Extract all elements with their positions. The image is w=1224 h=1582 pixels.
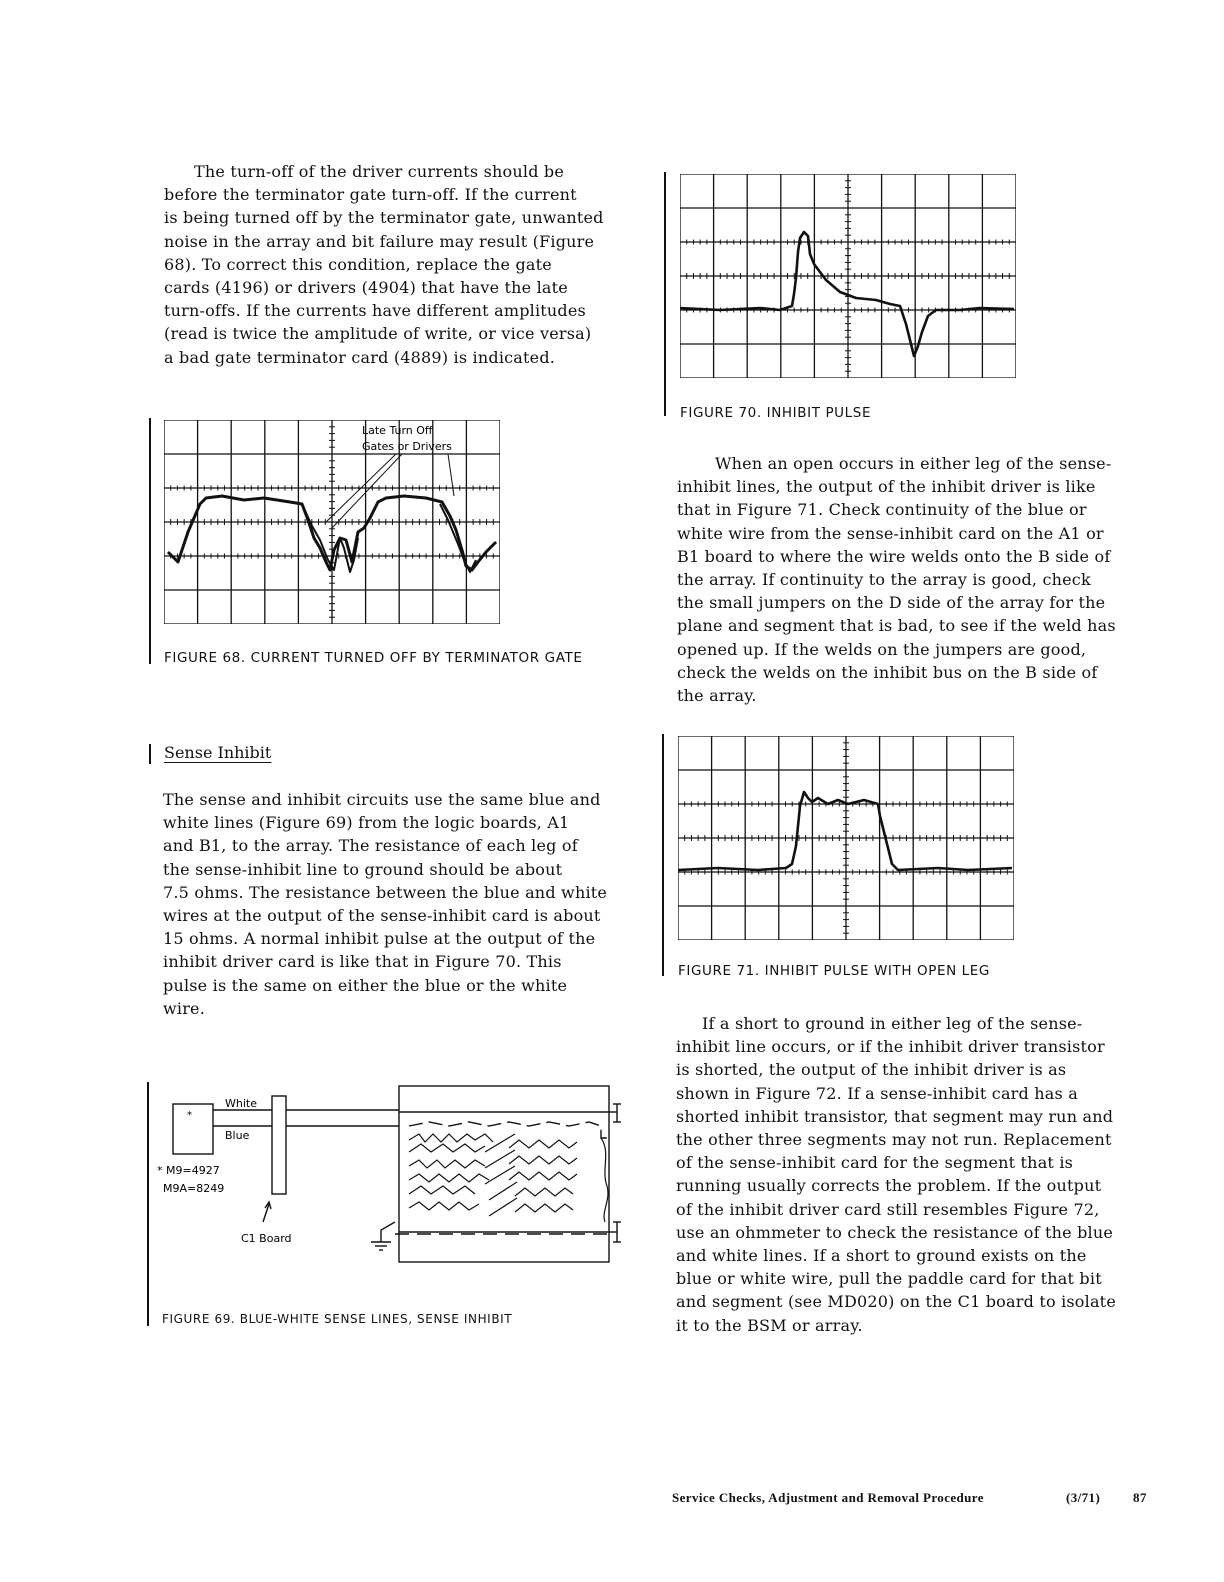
figure-71-scope-trace — [678, 736, 1014, 940]
text-line: use an ohmmeter to check the resistance of the blue — [676, 1222, 1114, 1242]
revision-bar — [662, 734, 664, 976]
revision-bar — [664, 172, 666, 416]
text-line: 15 ohms. A normal inhibit pulse at the output of the — [163, 929, 596, 949]
text-line: and white lines. If a short to ground exists on the — [676, 1246, 1087, 1266]
current-trace — [302, 504, 358, 572]
text-line: the array. — [677, 686, 757, 706]
text-line: a bad gate terminator card (4889) is indicated. — [164, 347, 556, 367]
text-line: inhibit line occurs, or if the inhibit driver transistor — [676, 1037, 1105, 1057]
annotation-late-turn-off: Late Turn Off — [362, 424, 433, 437]
figure-70-scope-trace — [680, 174, 1016, 378]
text-line: running usually corrects the problem. If the output — [676, 1176, 1102, 1196]
text-line: shown in Figure 72. If a sense-inhibit card has a — [676, 1083, 1078, 1103]
c1-board-label: C1 Board — [241, 1232, 292, 1245]
revision-bar — [149, 418, 151, 664]
text-line: blue or white wire, pull the paddle card for that bit — [676, 1269, 1102, 1289]
annotation-gates-or-drivers: Gates or Drivers — [362, 440, 452, 453]
ground-lead — [381, 1222, 395, 1242]
text-line: opened up. If the welds on the jumpers are good, — [677, 639, 1087, 659]
figure-69-wiring-diagram — [155, 1082, 630, 1274]
text-line: wire. — [163, 998, 206, 1018]
annotation-arrow-line — [448, 454, 454, 496]
open-leg-paragraph — [677, 452, 1116, 707]
text-line: (read is twice the amplitude of write, or vice versa) — [164, 324, 592, 344]
text-line: is shorted, the output of the inhibit driver is as — [676, 1060, 1067, 1080]
revision-bar — [147, 1082, 149, 1326]
sense-line-top — [409, 1122, 607, 1138]
figure-68-scope-trace — [164, 420, 500, 624]
text-line: The sense and inhibit circuits use the same blue and — [163, 790, 601, 809]
m9a-part-label: M9A=8249 — [163, 1182, 225, 1195]
text-line: noise in the array and bit failure may result (Figure — [164, 231, 595, 251]
text-line: turn-offs. If the currents have different amplitudes — [164, 301, 586, 321]
text-line: white wire from the sense-inhibit card on the A1 or — [677, 523, 1104, 543]
array-core-pattern — [509, 1140, 577, 1212]
text-line: of the sense-inhibit card for the segment that is — [676, 1153, 1074, 1173]
text-line: The turn-off of the driver currents should be — [194, 162, 565, 181]
text-line: and segment (see MD020) on the C1 board to isolate — [676, 1292, 1116, 1312]
array-core-pattern — [409, 1134, 493, 1210]
text-line: of the inhibit driver card still resembles Figure 72, — [676, 1199, 1100, 1219]
scope-graticule — [678, 736, 1014, 940]
text-line: the small jumpers on the D side of the array for the — [677, 593, 1106, 613]
text-line: If a short to ground in either leg of the sense- — [702, 1014, 1083, 1033]
m9-part-label: * M9=4927 — [157, 1164, 220, 1177]
text-line: it to the BSM or array. — [676, 1315, 863, 1335]
text-line: 68). To correct this condition, replace the gate — [164, 254, 552, 274]
figure-71-caption: FIGURE 71. INHIBIT PULSE WITH OPEN LEG — [678, 963, 990, 979]
text-line: white lines (Figure 69) from the logic boards, A1 — [163, 813, 570, 833]
text-line: and B1, to the array. The resistance of each leg of — [163, 836, 578, 856]
text-line: is being turned off by the terminator gate, unwanted — [164, 208, 604, 228]
footer-date: (3/71) — [1066, 1490, 1101, 1505]
short-paragraph — [676, 1012, 1116, 1337]
c1-board-strip — [272, 1096, 286, 1194]
page-number: 87 — [1133, 1490, 1147, 1505]
text-line: plane and segment that is bad, to see if the weld has — [677, 616, 1116, 636]
revision-bar — [149, 744, 151, 764]
text-line: cards (4196) or drivers (4904) that have the late — [164, 278, 568, 298]
footer-title: Service Checks, Adjustment and Removal Procedure — [672, 1490, 984, 1505]
text-line: B1 board to where the wire welds onto the B side of — [677, 546, 1111, 566]
text-line: the array. If continuity to the array is good, check — [677, 570, 1091, 590]
section-heading-sense-inhibit: Sense Inhibit — [164, 743, 272, 762]
blue-wire-label: Blue — [225, 1129, 250, 1142]
text-line: inhibit lines, the output of the inhibit driver is like — [677, 477, 1096, 497]
figure-70-caption: FIGURE 70. INHIBIT PULSE — [680, 405, 872, 421]
text-line: before the terminator gate turn-off. If the current — [164, 185, 577, 205]
text-line: When an open occurs in either leg of the sense- — [715, 454, 1112, 473]
sense-inhibit-paragraph — [163, 788, 607, 1020]
text-line: pulse is the same on either the blue or the white — [163, 975, 568, 995]
logic-card-box — [173, 1104, 213, 1154]
text-line: wires at the output of the sense-inhibit card is about — [163, 906, 601, 926]
star-marker: * — [187, 1110, 192, 1121]
scope-graticule — [680, 174, 1016, 378]
annotation-leader-line — [332, 454, 402, 528]
text-line: check the welds on the inhibit bus on the B side of — [677, 662, 1098, 682]
text-line: the sense-inhibit line to ground should be about — [163, 859, 563, 879]
text-line: shorted inhibit transistor, that segment may run and — [676, 1106, 1114, 1126]
text-line: inhibit driver card is like that in Figure 70. This — [163, 952, 562, 972]
figure-68-caption: FIGURE 68. CURRENT TURNED OFF BY TERMINATOR GATE — [164, 650, 583, 666]
text-line: the other three segments may not run. Replacement — [676, 1130, 1112, 1150]
figure-69-caption: FIGURE 69. BLUE-WHITE SENSE LINES, SENSE INHIBIT — [162, 1312, 513, 1326]
white-wire-label: White — [225, 1097, 257, 1110]
text-line: 7.5 ohms. The resistance between the blue and white — [163, 882, 608, 902]
intro-paragraph — [164, 160, 604, 369]
text-line: that in Figure 71. Check continuity of the blue or — [677, 500, 1087, 520]
